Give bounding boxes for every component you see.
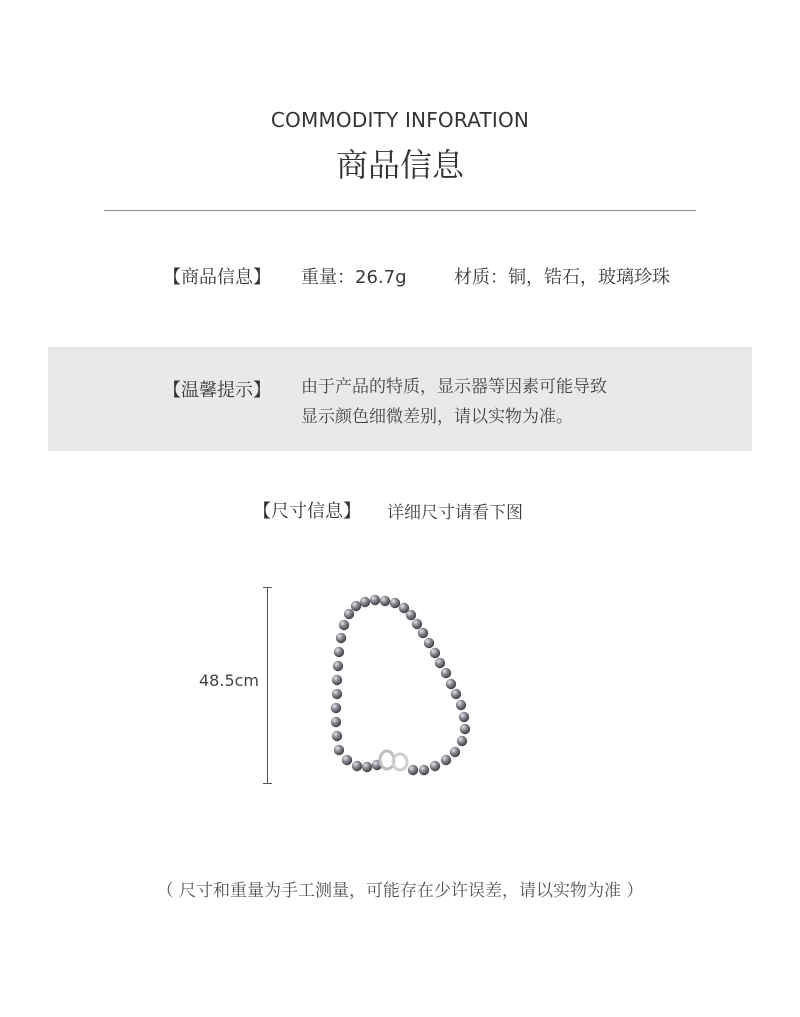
pearl-bead bbox=[451, 689, 461, 699]
size-text: 详细尺寸请看下图 bbox=[387, 503, 523, 523]
pearl-bead bbox=[419, 765, 429, 775]
size-label: 【尺寸信息】 bbox=[253, 501, 361, 522]
pearl-bead bbox=[332, 689, 342, 699]
material-text: 材质：铜，锆石，玻璃珍珠 bbox=[454, 267, 670, 288]
pearl-bead bbox=[430, 648, 440, 658]
pearl-bead bbox=[390, 598, 400, 608]
pearl-bead bbox=[331, 717, 341, 727]
pearl-bead bbox=[332, 675, 342, 685]
clasp-icon bbox=[380, 751, 407, 770]
pearl-bead bbox=[424, 638, 434, 648]
page-title-en: COMMODITY INFORATION bbox=[270, 108, 530, 132]
pearl-bead bbox=[342, 755, 352, 765]
pearl-bead bbox=[360, 597, 370, 607]
length-dimension-line bbox=[267, 587, 268, 784]
pearl-bead bbox=[460, 724, 470, 734]
pearl-bead bbox=[334, 647, 344, 657]
pearl-bead bbox=[446, 679, 456, 689]
pearl-bead bbox=[334, 745, 344, 755]
title-divider bbox=[104, 210, 696, 211]
pearl-bead bbox=[412, 619, 422, 629]
pearl-bead bbox=[430, 761, 440, 771]
pearl-bead bbox=[441, 668, 451, 678]
pearl-bead bbox=[339, 620, 349, 630]
info-label: 【商品信息】 bbox=[163, 267, 271, 288]
pearl-bead bbox=[333, 661, 343, 671]
pearl-bead bbox=[435, 658, 445, 668]
weight-text: 重量：26.7g bbox=[301, 267, 407, 288]
length-label: 48.5cm bbox=[199, 671, 260, 690]
pearl-bead bbox=[456, 700, 466, 710]
notice-line-2: 显示颜色细微差别，请以实物为准。 bbox=[301, 407, 573, 427]
pearl-bead bbox=[408, 765, 418, 775]
pearl-bead bbox=[459, 712, 469, 722]
pearl-bead bbox=[380, 596, 390, 606]
pearl-bead bbox=[336, 633, 346, 643]
pearl-bead bbox=[352, 761, 362, 771]
pearl-bead bbox=[450, 747, 460, 757]
pearl-strand bbox=[331, 595, 470, 775]
dimension-tick-bottom bbox=[263, 783, 272, 784]
pearl-bead bbox=[331, 703, 341, 713]
pearl-bead bbox=[362, 762, 372, 772]
notice-label: 【温馨提示】 bbox=[163, 380, 271, 401]
pearl-bead bbox=[406, 610, 416, 620]
dimension-tick-top bbox=[263, 587, 272, 588]
pearl-bead bbox=[370, 595, 380, 605]
notice-line-1: 由于产品的特质，显示器等因素可能导致 bbox=[301, 377, 607, 397]
pearl-bead bbox=[457, 736, 467, 746]
pearl-bead bbox=[351, 601, 361, 611]
necklace-image bbox=[325, 590, 485, 790]
measurement-footnote: （ 尺寸和重量为手工测量，可能存在少许误差，请以实物为准 ） bbox=[156, 881, 644, 901]
pearl-bead bbox=[418, 628, 428, 638]
pearl-bead bbox=[344, 609, 354, 619]
page-title-cn: 商品信息 bbox=[335, 146, 464, 184]
pearl-bead bbox=[332, 731, 342, 741]
pearl-bead bbox=[441, 755, 451, 765]
